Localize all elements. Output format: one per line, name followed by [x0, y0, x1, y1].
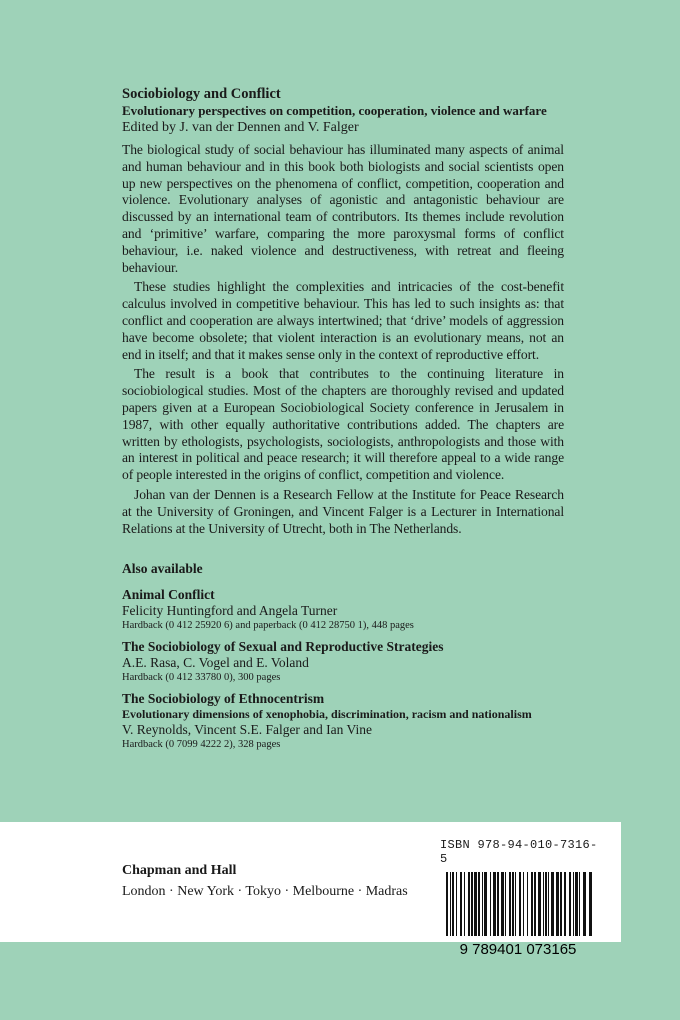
publisher-block	[122, 862, 408, 901]
description-paragraph: The biological study of social behaviour has illuminated many aspects of animal and human behaviour and in this book both biologists and social scientists open up new perspectives on the phenomena of conflict, competition, cooperation and violence. Evolutionary analyses of agonistic and antagonistic behaviour are discussed by an international team of contributors. Its themes include revolution and ‘primitive’ warfare, comparing the more paroxysmal forms of conflict behaviour, i.e. naked violence and destructiveness, with retreat and fleeing behaviour.	[122, 142, 564, 275]
book-editors: Edited by J. van der Dennen and V. Falger	[122, 120, 359, 135]
isbn-label: ISBN 978-94-010-7316-5	[440, 838, 598, 866]
related-book-subtitle: Evolutionary dimensions of xenophobia, discrimination, racism and nationalism	[122, 707, 532, 722]
related-book-details: Hardback (0 412 25920 6) and paperback (0 412 28750 1), 448 pages	[122, 620, 414, 632]
related-book-title: The Sociobiology of Sexual and Reproductive Strategies	[122, 639, 444, 655]
editors-bio-paragraph: Johan van der Dennen is a Research Fellow at the Institute for Peace Research at the University of Groningen, and Vincent Falger is a Lecturer in International Relations at the University of Utrecht, both in The Netherlands.	[122, 486, 564, 536]
description-paragraph: The result is a book that contributes to the continuing literature in sociobiological studies. Most of the chapters are thoroughly revised and updated papers given at a European Sociobiological Society conference in Jerusalem in 1987, with other equally authoritative contributions added. The chapters are written by ethologists, psychologists, sociologists, anthropologists and those with an interest in political and peace research; it will therefore appeal to a wide range of people interested in the origins of conflict, competition and violence.	[122, 366, 564, 483]
related-book-details: Hardback (0 7099 4222 2), 328 pages	[122, 739, 281, 751]
related-book-authors: A.E. Rasa, C. Vogel and E. Voland	[122, 655, 309, 671]
barcode-icon	[440, 870, 596, 956]
publisher-band	[0, 822, 621, 956]
isbn-block	[440, 838, 600, 956]
barcode-number: 9 789401 073165	[459, 941, 577, 956]
publisher-name: Chapman and Hall	[122, 863, 237, 878]
book-subtitle: Evolutionary perspectives on competition, cooperation, violence and warfare	[122, 103, 547, 118]
also-available-heading: Also available	[122, 561, 203, 577]
back-cover-text	[122, 86, 564, 758]
description-paragraph: These studies highlight the complexities and intricacies of the cost-benefit calculus involved in competitive behaviour. This has led to such insights as: that conflict and cooperation are always intertwined; that ‘drive’ models of aggression have become obsolete; that violent interaction is an evolutionary means, not an end in itself; and that it makes sense only in the context of reproductive effort.	[122, 279, 564, 362]
related-book-authors: Felicity Huntingford and Angela Turner	[122, 603, 338, 619]
related-book	[122, 691, 564, 752]
related-book-title: Animal Conflict	[122, 587, 215, 603]
related-book-authors: V. Reynolds, Vincent S.E. Falger and Ian Vine	[122, 722, 372, 738]
related-book-details: Hardback (0 412 33780 0), 300 pages	[122, 672, 281, 684]
related-book	[122, 639, 564, 685]
related-book	[122, 587, 564, 633]
book-title: Sociobiology and Conflict	[122, 86, 281, 102]
publisher-cities: London · New York · Tokyo · Melbourne · Madras	[122, 884, 408, 899]
related-book-title: The Sociobiology of Ethnocentrism	[122, 691, 325, 707]
